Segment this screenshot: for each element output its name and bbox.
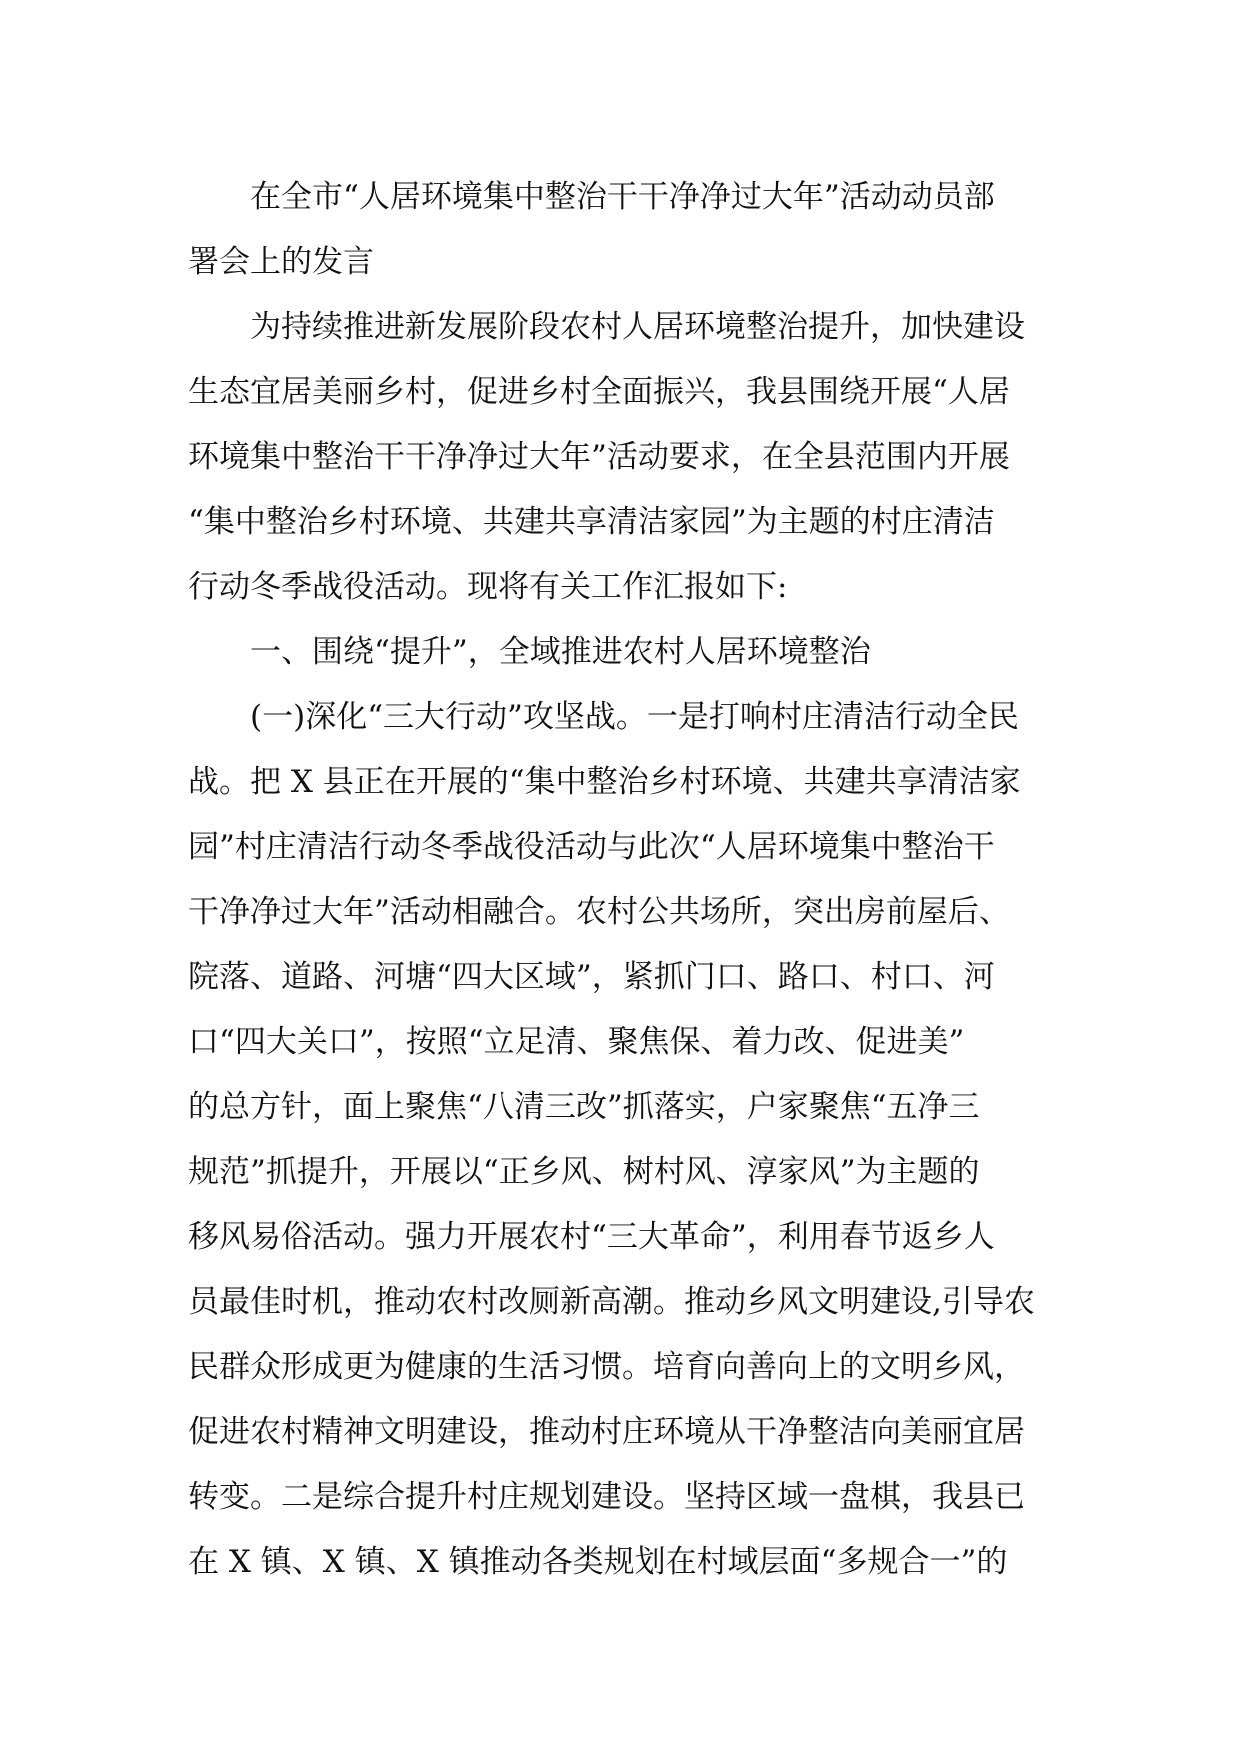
body-paragraph-line: 干净净过大年”活动相融合。农村公共场所，突出房前屋后、 [188,894,1010,930]
intro-paragraph-line: 生态宜居美丽乡村，促进乡村全面振兴，我县围绕开展“人居 [188,374,1010,410]
body-paragraph-line: 战。把 X 县正在开展的“集中整治乡村环境、共建共享清洁家 [188,764,1021,800]
body-paragraph-line: (一)深化“三大行动”攻坚战。一是打响村庄清洁行动全民 [250,699,1019,735]
intro-paragraph-line: 为持续推进新发展阶段农村人居环境整治提升，加快建设 [250,309,1025,345]
body-paragraph-line: 院落、道路、河塘“四大区域”，紧抓门口、路口、村口、河 [188,959,995,995]
body-paragraph-line: 转变。二是综合提升村庄规划建设。坚持区域一盘棋，我县已 [188,1479,1025,1515]
body-paragraph-line: 移风易俗活动。强力开展农村“三大革命”，利用春节返乡人 [188,1219,995,1255]
body-paragraph-line: 在 X 镇、X 镇、X 镇推动各类规划在村域层面“多规合一”的 [188,1544,1008,1580]
body-paragraph-line: 园”村庄清洁行动冬季战役活动与此次“人居环境集中整治干 [188,829,995,865]
body-paragraph-line: 民群众形成更为健康的生活习惯。培育向善向上的文明乡风， [188,1349,1025,1385]
body-paragraph-line: 促进农村精神文明建设，推动村庄环境从干净整洁向美丽宜居 [188,1414,1025,1450]
title-line-1: 在全市“人居环境集中整治干干净净过大年”活动动员部 [250,179,995,215]
intro-paragraph-line: 行动冬季战役活动。现将有关工作汇报如下: [188,569,788,605]
section-heading: 一、围绕“提升”，全域推进农村人居环境整治 [250,634,871,670]
intro-paragraph-line: 环境集中整治干干净净过大年”活动要求，在全县范围内开展 [188,439,1010,475]
body-paragraph-line: 口“四大关口”，按照“立足清、聚焦保、着力改、促进美” [188,1024,965,1060]
title-line-2: 署会上的发言 [188,244,374,280]
body-paragraph-line: 的总方针，面上聚焦“八清三改”抓落实，户家聚焦“五净三 [188,1089,980,1125]
body-paragraph-line: 规范”抓提升，开展以“正乡风、树村风、淳家风”为主题的 [188,1154,980,1190]
intro-paragraph-line: “集中整治乡村环境、共建共享清洁家园”为主题的村庄清洁 [188,504,995,540]
document-body [188,165,1058,1595]
body-paragraph-line: 员最佳时机，推动农村改厕新高潮。推动乡风文明建设,引导农 [188,1284,1035,1320]
